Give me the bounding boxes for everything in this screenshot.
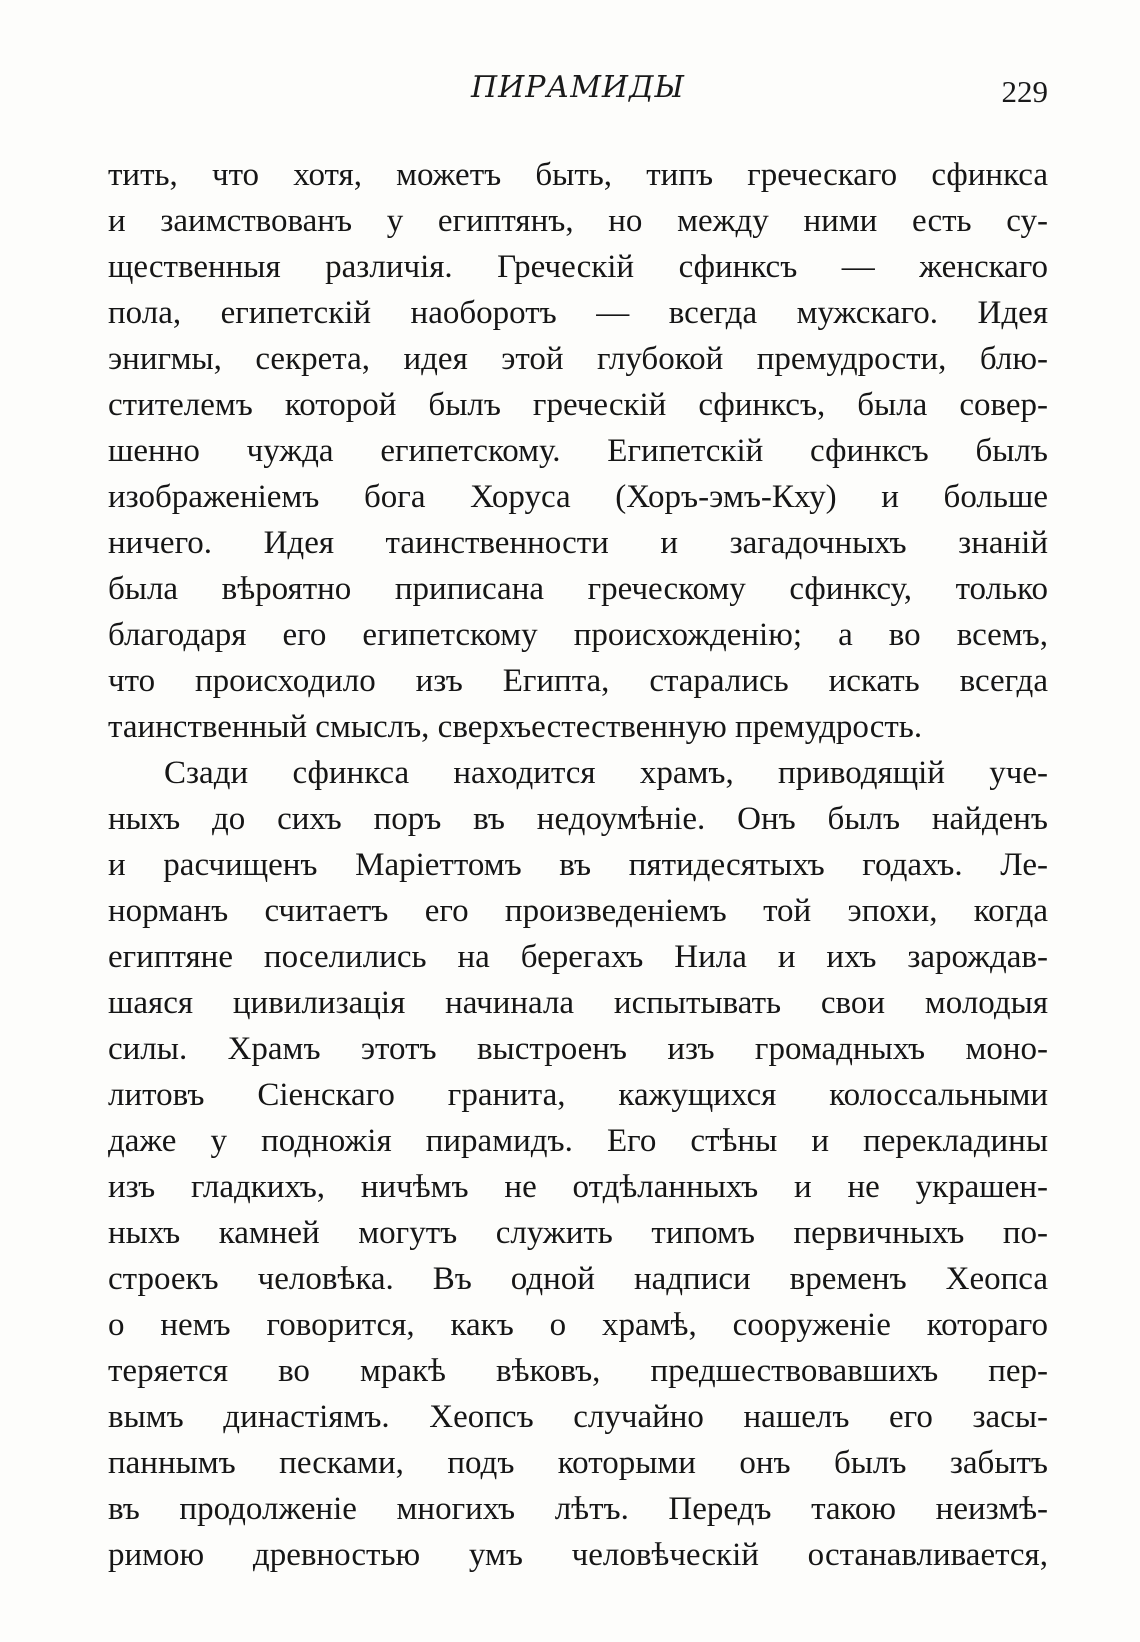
- text-line: изображеніемъ бога Хоруса (Хоръ-эмъ-Кху) и больше: [108, 479, 1048, 515]
- text-line: паннымъ песками, подъ которыми онъ былъ забытъ: [108, 1445, 1048, 1481]
- text-line: Сзади сфинкса находится храмъ, приводящій уче-: [164, 755, 1048, 791]
- text-line: ничего. Идея таинственности и загадочныхъ знаній: [108, 525, 1048, 561]
- text-line: ныхъ до сихъ поръ въ недоумѣніе. Онъ былъ найденъ: [108, 801, 1048, 837]
- running-title: ПИРАМИДЫ: [470, 70, 685, 105]
- text-line: силы. Храмъ этотъ выстроенъ изъ громадныхъ моно-: [108, 1031, 1048, 1067]
- page-number: 229: [1001, 74, 1048, 109]
- text-line: и расчищенъ Маріеттомъ въ пятидесятыхъ годахъ. Ле-: [108, 847, 1048, 883]
- text-line: была вѣроятно приписана греческому сфинксу, только: [108, 571, 1048, 607]
- body-text: [108, 152, 1048, 1578]
- text-line: изъ гладкихъ, ничѣмъ не отдѣланныхъ и не украшен-: [108, 1169, 1048, 1205]
- text-line: щественныя различія. Греческій сфинксъ — женскаго: [108, 249, 1048, 285]
- text-line: стителемъ которой былъ греческій сфинксъ, была совер-: [108, 387, 1048, 423]
- text-line: таинственный смыслъ, сверхъестественную премудрость.: [108, 709, 923, 745]
- text-line: и заимствованъ у египтянъ, но между ними есть су-: [108, 203, 1048, 239]
- text-line: энигмы, секрета, идея этой глубокой премудрости, блю-: [108, 341, 1048, 377]
- text-line: норманъ считаетъ его произведеніемъ той эпохи, когда: [108, 893, 1048, 929]
- text-line: даже у подножія пирамидъ. Его стѣны и перекладины: [108, 1123, 1048, 1159]
- text-line: вымъ династіямъ. Хеопсъ случайно нашелъ его засы-: [108, 1399, 1048, 1435]
- text-line: пола, египетскій наоборотъ — всегда мужскаго. Идея: [108, 295, 1048, 331]
- text-line: литовъ Сіенскаго гранита, кажущихся колоссальными: [108, 1077, 1048, 1113]
- text-line: строекъ человѣка. Въ одной надписи временъ Хеопса: [108, 1261, 1048, 1297]
- text-line: что происходило изъ Египта, старались искать всегда: [108, 663, 1048, 699]
- text-line: шаяся цивилизація начинала испытывать свои молодыя: [108, 985, 1048, 1021]
- text-line: о немъ говорится, какъ о храмѣ, сооруженіе котораго: [108, 1307, 1048, 1343]
- text-line: римою древностью умъ человѣческій останавливается,: [108, 1537, 1048, 1573]
- page-header: [108, 70, 1048, 120]
- text-line: шенно чужда египетскому. Египетскій сфинксъ былъ: [108, 433, 1048, 469]
- text-line: благодаря его египетскому происхожденію; а во всемъ,: [108, 617, 1048, 653]
- text-line: тить, что хотя, можетъ быть, типъ греческаго сфинкса: [108, 157, 1048, 193]
- text-line: египтяне поселились на берегахъ Нила и ихъ зарождав-: [108, 939, 1048, 975]
- text-line: въ продолженіе многихъ лѣтъ. Передъ такою неизмѣ-: [108, 1491, 1048, 1527]
- text-line: ныхъ камней могутъ служить типомъ первичныхъ по-: [108, 1215, 1048, 1251]
- text-line: теряется во мракѣ вѣковъ, предшествовавшихъ пер-: [108, 1353, 1048, 1389]
